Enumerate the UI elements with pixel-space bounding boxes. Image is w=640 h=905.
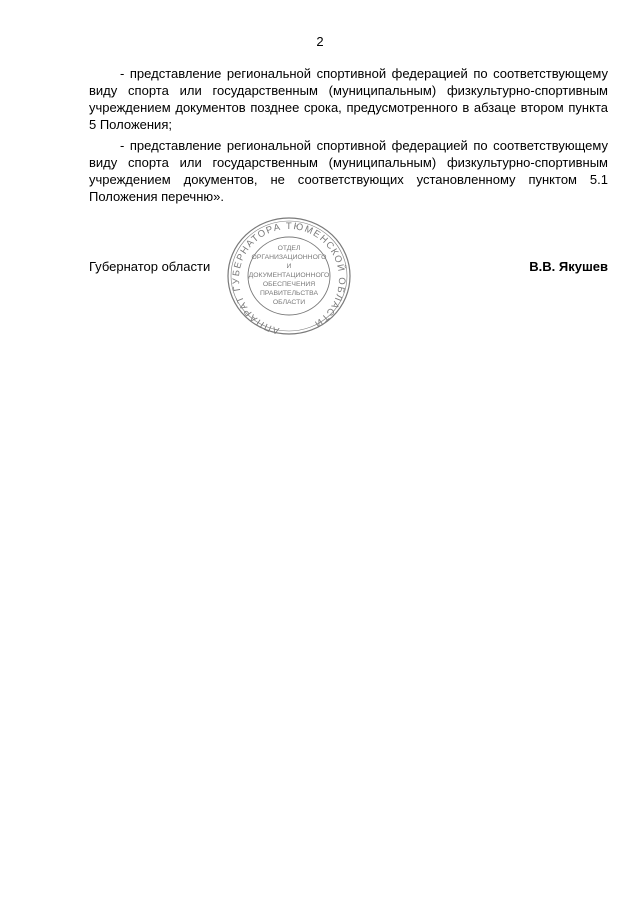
- seal-line: ОТДЕЛ: [277, 245, 301, 252]
- page-number: 2: [316, 34, 324, 49]
- official-seal: [224, 214, 354, 339]
- seal-line: ОБЛАСТИ: [272, 299, 306, 306]
- seal-line: ОБЕСПЕЧЕНИЯ: [262, 281, 316, 288]
- signer-name: В.В. Якушев: [529, 259, 608, 274]
- signer-position: Губернатор области: [89, 259, 211, 274]
- seal-ring-text: АППАРАТ ГУБЕРНАТОРА ТЮМЕНСКОЙ ОБЛАСТИ: [230, 220, 348, 336]
- seal-line: И: [286, 263, 292, 270]
- document-body: [89, 65, 608, 209]
- seal-line: ДОКУМЕНТАЦИОННОГО: [248, 272, 330, 279]
- seal-line: ОРГАНИЗАЦИОННОГО: [251, 254, 327, 261]
- paragraph-item: - представление региональной спортивной федерацией по соответствующему виду спорта или государственным (муниципальным) физкультурно-спортивным учреждением документов, не соответствующих установленному пунктом 5.1 Положения перечню».: [89, 138, 608, 204]
- seal-line: ПРАВИТЕЛЬСТВА: [259, 290, 319, 297]
- paragraph-item: - представление региональной спортивной федерацией по соответствующему виду спорта или государственным (муниципальным) физкультурно-спортивным учреждением документов позднее срока, предусмотренного в абзаце втором пункта 5 Положения;: [89, 66, 608, 132]
